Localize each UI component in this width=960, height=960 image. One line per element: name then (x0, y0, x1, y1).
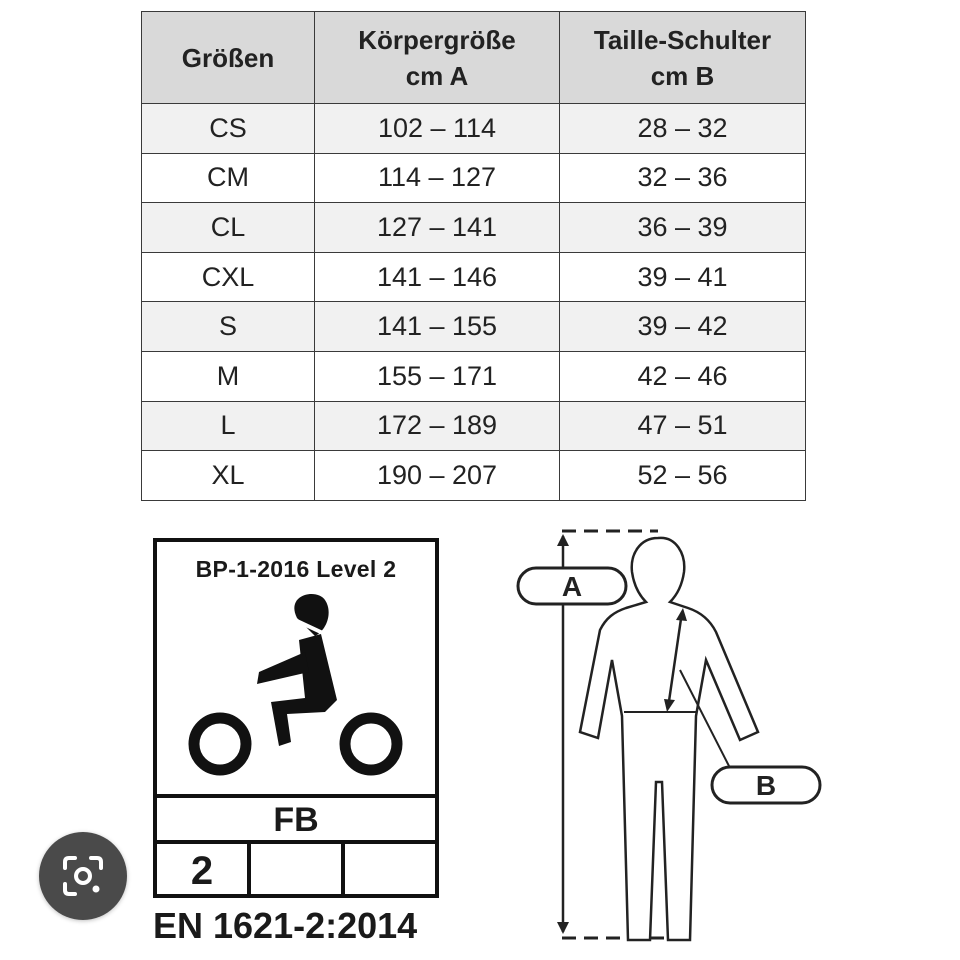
size-chart-table (141, 11, 806, 501)
size-cell: M (142, 351, 315, 401)
height-cell: 114 – 127 (315, 153, 560, 203)
cert-standard: EN 1621-2:2014 (153, 905, 418, 946)
waist-shoulder-cell: 32 – 36 (560, 153, 806, 203)
table-row (142, 203, 806, 253)
body-measurement-icon (500, 520, 840, 950)
cert-empty-cell (345, 844, 435, 898)
table-row (142, 451, 806, 501)
cert-level-cells (157, 844, 435, 898)
waist-shoulder-cell: 52 – 56 (560, 451, 806, 501)
certification-label (153, 538, 439, 898)
size-cell: XL (142, 451, 315, 501)
lens-search-button[interactable] (39, 832, 127, 920)
table-row (142, 351, 806, 401)
size-cell: S (142, 302, 315, 352)
cert-level-cell: 2 (157, 844, 251, 898)
waist-shoulder-cell: 39 – 41 (560, 252, 806, 302)
height-cell: 141 – 146 (315, 252, 560, 302)
table-header-row (142, 12, 806, 104)
height-cell: 141 – 155 (315, 302, 560, 352)
height-cell: 155 – 171 (315, 351, 560, 401)
waist-shoulder-cell: 36 – 39 (560, 203, 806, 253)
size-cell: L (142, 401, 315, 451)
cert-title: BP-1-2016 Level 2 (195, 556, 397, 582)
cert-empty-cell (251, 844, 345, 898)
waist-shoulder-cell: 47 – 51 (560, 401, 806, 451)
table-row (142, 302, 806, 352)
table-row (142, 252, 806, 302)
height-cell: 172 – 189 (315, 401, 560, 451)
waist-shoulder-cell: 42 – 46 (560, 351, 806, 401)
lens-search-icon (59, 852, 107, 900)
table-row (142, 153, 806, 203)
height-cell: 190 – 207 (315, 451, 560, 501)
label-a: A (561, 571, 583, 602)
size-cell: CXL (142, 252, 315, 302)
size-cell: CM (142, 153, 315, 203)
size-cell: CL (142, 203, 315, 253)
header-sizes: Größen (142, 12, 315, 104)
table-row (142, 104, 806, 154)
waist-shoulder-cell: 28 – 32 (560, 104, 806, 154)
size-cell: CS (142, 104, 315, 154)
header-waist-shoulder: Taille-Schulter cm B (560, 12, 806, 104)
header-body-height: Körpergröße cm A (315, 12, 560, 104)
label-b: B (755, 770, 777, 801)
table-row (142, 401, 806, 451)
height-cell: 127 – 141 (315, 203, 560, 253)
waist-shoulder-cell: 39 – 42 (560, 302, 806, 352)
cert-class: FB (157, 794, 435, 844)
motorcyclist-icon (187, 590, 413, 788)
height-cell: 102 – 114 (315, 104, 560, 154)
